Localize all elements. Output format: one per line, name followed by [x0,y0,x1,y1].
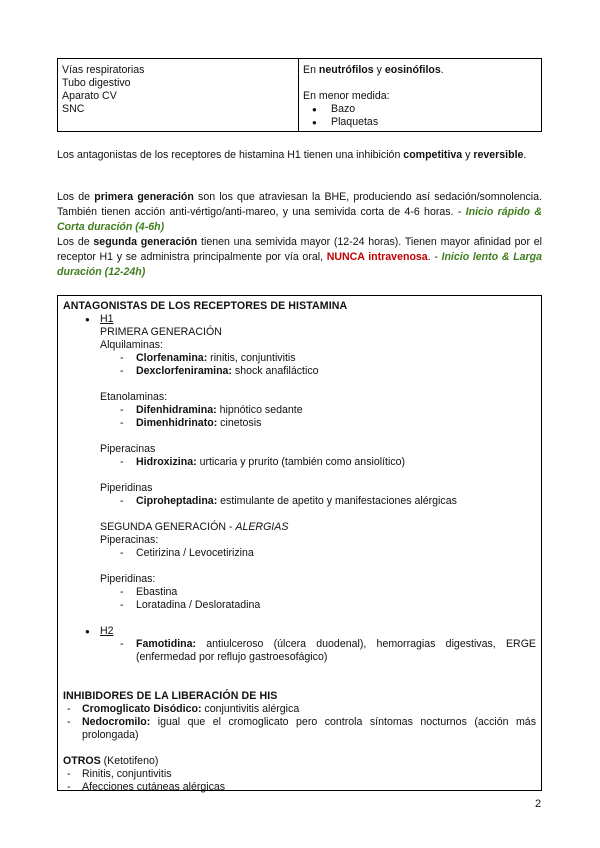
locations-table [57,58,542,132]
first-gen-heading: PRIMERA GENERACIÓN [100,326,222,338]
drug-item: - Famotidina: antiulceroso (úlcera duodenal), hemorragias digestivas, ERGE (enfermedad por reflujo gastroesofágico) [120,638,536,663]
drug-item: - Ciproheptadina: estimulante de apetito y manifestaciones alérgicas [120,495,457,507]
location-line: Tubo digestivo [62,77,131,89]
group-label: Piperidinas [100,482,153,494]
drug-item: - Ebastina [120,586,178,598]
second-gen-heading: SEGUNDA GENERACIÓN - ALERGIAS [100,521,289,533]
paragraph-generations [57,190,542,280]
h2-bullet: ● H2 [85,625,114,637]
page-number: 2 [535,798,542,810]
location-line: Vías respiratorias [62,64,145,76]
locations-cell [58,59,299,131]
group-label: Piperidinas: [100,573,156,585]
drug-item: - Dimenhidrinato: cinetosis [120,417,262,429]
drug-item: - Difenhidramina: hipnótico sedante [120,404,303,416]
cells-list [303,103,537,129]
h1-bullet: ● H1 [85,313,114,325]
drug-item: - Cetirizina / Levocetirizina [120,547,254,559]
list-item: - Afecciones cutáneas alérgicas [67,781,226,793]
list-item: - Rinitis, conjuntivitis [67,768,172,780]
location-line: SNC [62,103,85,115]
list-item: ● Plaquetas [331,116,537,129]
drug-item: - Clorfenamina: rinitis, conjuntivitis [120,352,296,364]
inhibitors-title: INHIBIDORES DE LA LIBERACIÓN DE HIS [63,690,278,702]
others-heading: OTROS (Ketotifeno) [63,755,159,767]
cells-cell [299,59,541,131]
group-label: Alquilaminas: [100,339,164,351]
group-label: Etanolaminas: [100,391,168,403]
cells-less-label: En menor medida: [303,90,390,102]
first-gen-paragraph: Los de primera generación son los que atraviesan la BHE, produciendo así sedación/somnolencia. También tienen acción anti-vértigo/anti-mareo, y una semivida corta de 4-6 horas. - Inicio rápido & Corta duración (4-6h) [57,191,542,233]
group-label: Piperacinas: [100,534,159,546]
location-line: Aparato CV [62,90,117,102]
list-item: ● Bazo [331,103,537,116]
drug-item: - Nedocromilo: igual que el cromoglicato pero controla síntomas nocturnos (acción más prolongada) [67,716,536,741]
drug-item: - Dexclorfeniramina: shock anafiláctico [120,365,319,377]
cells-line: En neutrófilos y eosinófilos. [303,64,444,76]
paragraph-antagonists: Los antagonistas de los receptores de histamina H1 tienen una inhibición competitiva y reversible. [57,149,527,161]
drug-item: - Loratadina / Desloratadina [120,599,261,611]
antagonists-box [57,295,542,791]
drug-item: - Cromoglicato Disódico: conjuntivitis alérgica [67,703,300,715]
second-gen-paragraph: Los de segunda generación tienen una semivida mayor (12-24 horas). Tienen mayor afinidad por el receptor H1 y se administra principalmente por vía oral, NUNCA intravenosa. - Inicio lento & Larga duración (12-24h) [57,236,542,278]
group-label: Piperacinas [100,443,156,455]
box-title: ANTAGONISTAS DE LOS RECEPTORES DE HISTAMINA [63,300,348,312]
drug-item: - Hidroxizina: urticaria y prurito (también como ansiolítico) [120,456,406,468]
